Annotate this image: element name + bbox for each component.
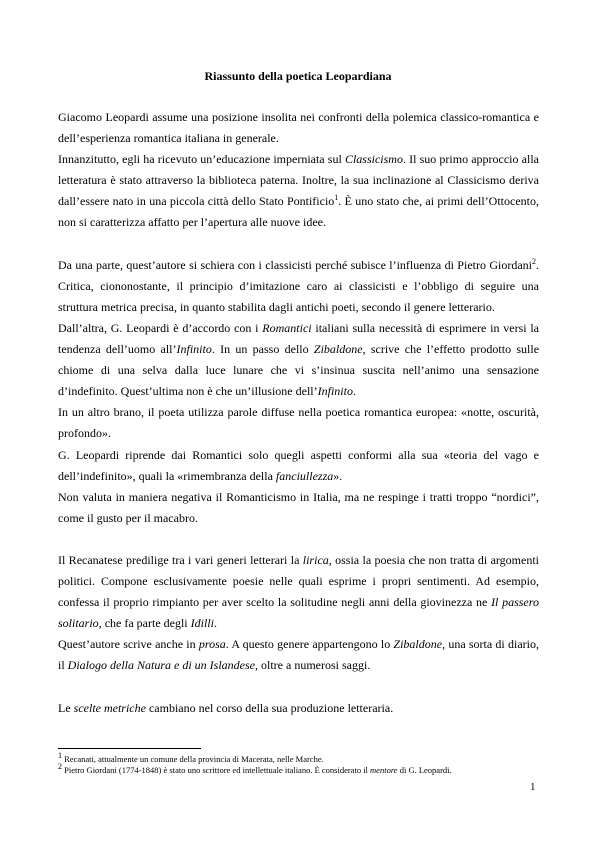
text-span: Il Recanatese predilige tra i vari generi letterari la: [58, 552, 303, 567]
emphasis: Infinito: [317, 384, 353, 399]
text-span: Dall’altra, G. Leopardi è d’accordo con i: [58, 320, 263, 335]
emphasis: Dialogo della Natura e di un Islandese: [67, 658, 255, 673]
text-span: Quest’autore scrive anche in: [58, 637, 199, 652]
paragraph-1: Giacomo Leopardi assume una posizione insolita nei confronti della polemica classico-romantica e dell’esperienza romantica italiana in generale.: [58, 110, 539, 146]
footnote-mark: 1: [58, 751, 62, 761]
document-body: [58, 107, 539, 719]
paragraph-spacer: [58, 234, 539, 255]
emphasis: Infinito: [176, 342, 212, 357]
paragraph-8: [58, 550, 539, 634]
text-span: .: [352, 384, 356, 399]
footnote-1: [58, 751, 539, 765]
text-span: , ossia la poesia che non tratta di argomenti politici. Compone esclusivamente poesie nelle quali esprime i propri sentimenti. Ad esempio, confessa il proprio rimpianto per aver scelto la solitudine negli anni della giovinezza ne: [58, 552, 540, 610]
footnote-text: Pietro Giordani (1774-1848) è stato uno scrittore ed intellettuale italiano. È considerato il: [62, 765, 371, 775]
text-span: Da una parte, quest’autore si schiera con i classicisti perché subisce l’influenza di Pietro Giordani: [58, 257, 532, 272]
paragraph-10: [58, 698, 539, 719]
emphasis: scelte metriche: [73, 700, 146, 715]
footnotes: [58, 751, 539, 776]
paragraph-2: [58, 149, 539, 233]
text-span: . Critica, ciononostante, il principio d’imitazione caro ai classicisti e l’obbligo di seguire una struttura metrica precisa, in quanto stabilita dagli antichi poeti, secondo il genere letterario.: [58, 257, 539, 314]
paragraph-3: [58, 255, 539, 318]
text-span: , scrive che l’effetto prodotto sulle chiome di una selva dalla luce lunare che vi s’insinua suscita nell’animo una sensazione d’indefinito. Quest’ultima non è che un’illusione dell’: [58, 342, 540, 399]
text-span: cambiano nel corso della sua produzione letteraria.: [145, 700, 394, 715]
paragraph-6: [58, 445, 539, 487]
footnote-mark: 2: [58, 762, 62, 772]
text-span: .: [213, 616, 217, 631]
text-span: G. Leopardi riprende dai Romantici solo quegli aspetti conformi alla sua «teoria del vago e dell’indefinito», quali la «rimembranza della: [58, 447, 539, 483]
emphasis: mentore: [370, 765, 398, 775]
text-span: . A questo genere appartengono lo: [225, 637, 394, 652]
paragraph-7: Non valuta in maniera negativa il Romanticismo in Italia, ma ne respinge i tratti troppo “nordici”, come il gusto per il macabro.: [58, 489, 539, 525]
emphasis: Idilli: [190, 616, 214, 631]
text-span: Le: [58, 700, 74, 715]
text-span: . Il suo primo approccio alla letteratura è stato attraverso la biblioteca paterna. Inoltre, la sua inclinazione al Classicismo deriva dall’essere nato in una piccola città dello Stato Pontificio: [58, 152, 539, 209]
document-title: Riassunto della poetica Leopardiana: [204, 69, 392, 83]
text-span: ».: [333, 468, 343, 483]
footnote-text: di G. Leopardi.: [397, 765, 452, 775]
text-span: . In un passo dello: [211, 342, 314, 357]
emphasis: lirica: [302, 552, 329, 567]
emphasis: Romantici: [262, 320, 312, 335]
text-span: , che fa parte degli: [98, 616, 191, 631]
footnote-2: [58, 762, 539, 776]
page-number: 1: [530, 781, 536, 793]
paragraph-5: In un altro brano, il poeta utilizza parole diffuse nella poetica romantica europea: «notte, oscurità, profondo».: [58, 405, 539, 441]
emphasis: fanciullezza: [275, 468, 334, 483]
text-span: Innanzitutto, egli ha ricevuto un’educazione imperniata sul: [58, 152, 345, 167]
paragraph-4: [58, 318, 539, 402]
emphasis: Zibaldone: [313, 342, 363, 357]
footnote-ref-1[interactable]: 1: [334, 193, 339, 203]
footnote-text: Recanati, attualmente un comune della provincia di Macerata, nelle Marche.: [62, 754, 324, 764]
paragraph-spacer: [58, 677, 539, 698]
footnote-separator: [58, 748, 201, 749]
emphasis: Zibaldone: [393, 637, 443, 652]
footnote-ref-2[interactable]: 2: [532, 256, 536, 266]
text-span: , una sorta di diario, il: [58, 637, 539, 673]
emphasis: Il passero solitario: [58, 595, 539, 631]
text-span: italiani sulla necessità di esprimere in versi la tendenza dell’uomo all’: [58, 320, 539, 357]
emphasis: prosa: [198, 637, 226, 652]
emphasis: Classicismo: [344, 152, 403, 167]
text-span: . È uno stato che, ai primi dell’Ottocento, non si caratterizza affatto per l’apertura alle nuove idee.: [58, 194, 539, 230]
paragraph-spacer: [58, 529, 539, 550]
text-span: , oltre a numerosi saggi.: [255, 658, 371, 673]
paragraph-9: [58, 634, 539, 676]
